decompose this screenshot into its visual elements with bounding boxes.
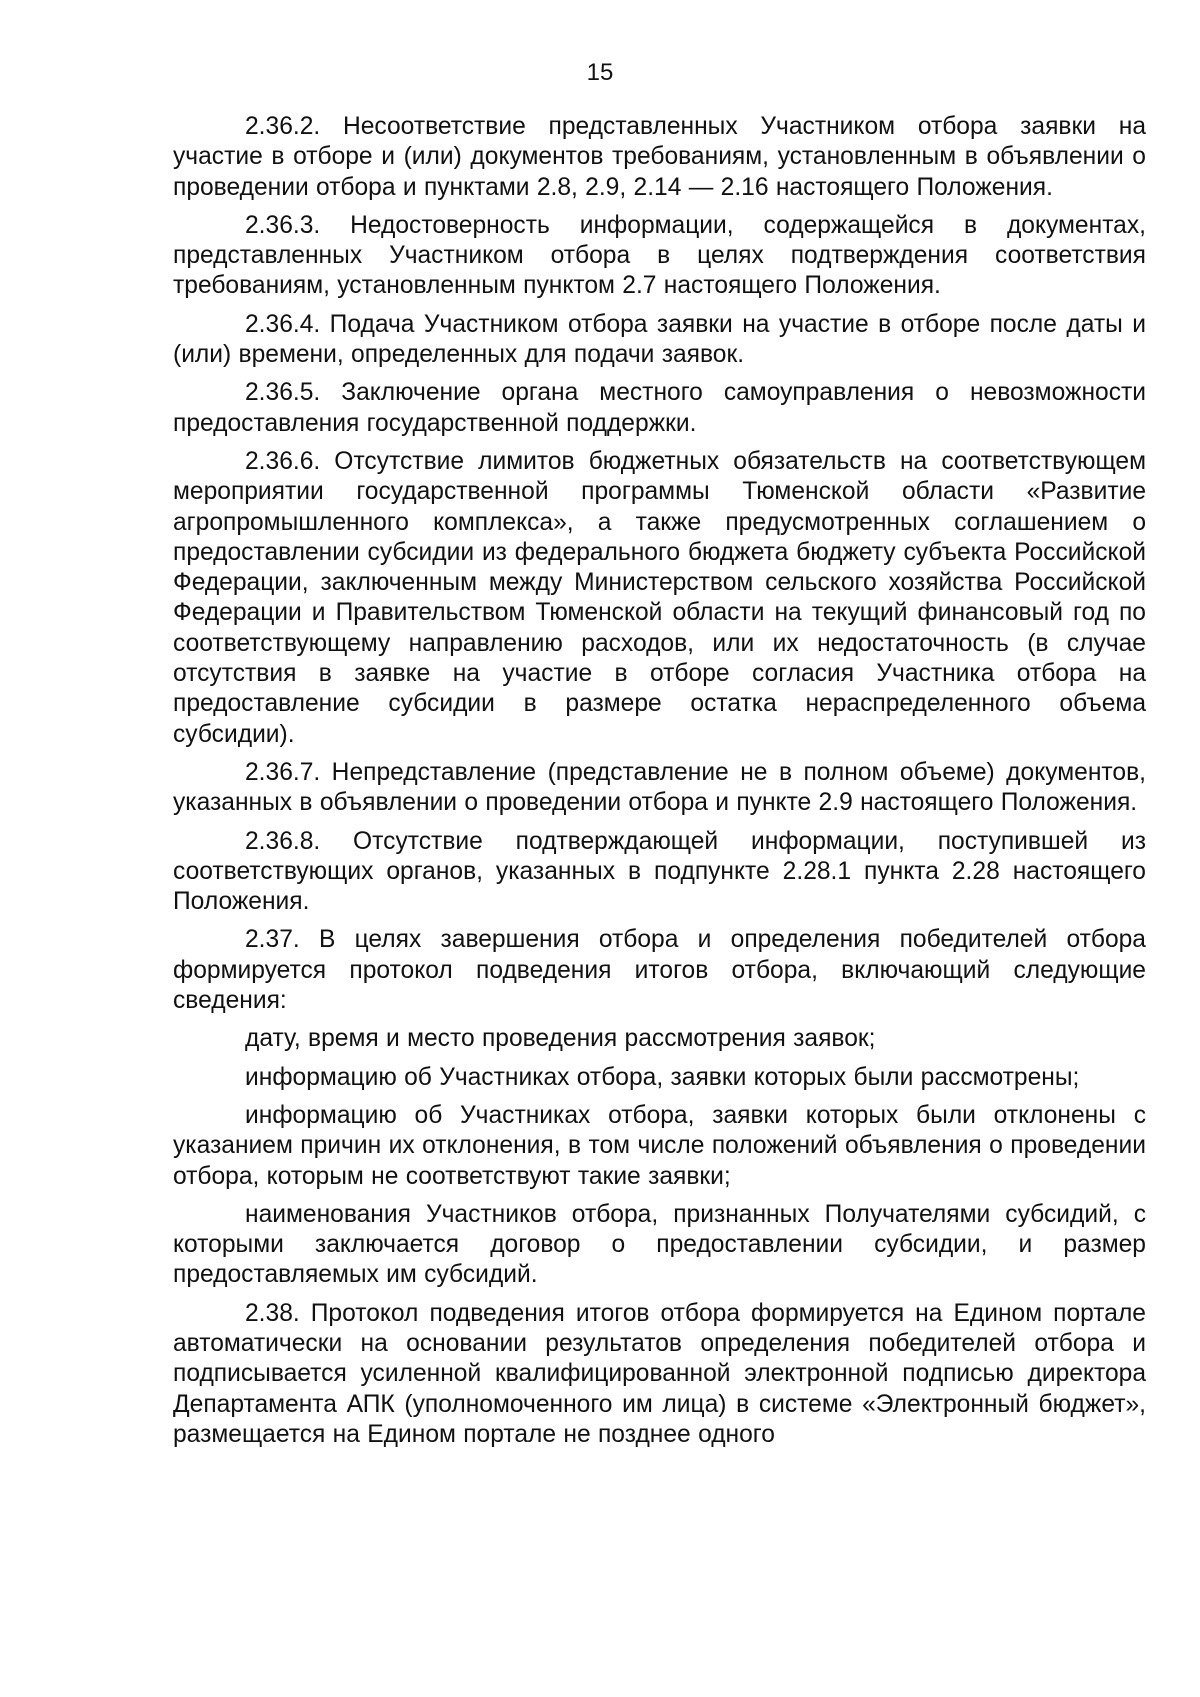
paragraph-2-36-2: 2.36.2. Несоответствие представленных Участником отбора заявки на участие в отборе и (или) документов требованиям, установленным в объявлении о проведении отбора и пунктами 2.8, 2.9, 2.14 — 2.16 настоящего Положения. <box>173 113 1146 201</box>
paragraph-2-36-8: 2.36.8. Отсутствие подтверждающей информации, поступившей из соответствующих органов, указанных в подпункте 2.28.1 пункта 2.28 настоящего Положения. <box>173 827 1146 916</box>
paragraph-2-36-5: 2.36.5. Заключение органа местного самоуправления о невозможности предоставления государственной поддержки. <box>173 379 1146 437</box>
list-item-subsidy-recipients: наименования Участников отбора, признанных Получателями субсидий, с которыми заключается договор о предоставлении субсидии, и размер предоставляемых им субсидий. <box>173 1200 1146 1289</box>
paragraph-2-36-4: 2.36.4. Подача Участником отбора заявки на участие в отборе после даты и (или) времени, определенных для подачи заявок. <box>173 310 1146 369</box>
page-number: 15 <box>586 59 614 86</box>
list-item-reviewed-participants: информацию об Участниках отбора, заявки которых были рассмотрены; <box>245 1063 1080 1091</box>
list-item-review-date: дату, время и место проведения рассмотрения заявок; <box>245 1025 876 1053</box>
paragraph-2-36-6: 2.36.6. Отсутствие лимитов бюджетных обязательств на соответствующем мероприятии государственной программы Тюменской области «Развитие агропромышленного комплекса», а также предусмотренных соглашением о предоставлении субсидии из федерального бюджета бюджету субъекта Российской Федерации, заключенным между Министерством сельского хозяйства Российской Федерации и Правительством Тюменской области на текущий финансовый год по соответствующему направлению расходов, или их недостаточность (в случае отсутствия в заявке на участие в отборе согласия Участника отбора на предоставление субсидии в размере остатка нераспределенного объема субсидии). <box>173 447 1146 748</box>
paragraph-2-37: 2.37. В целях завершения отбора и определения победителей отбора формируется протокол подведения итогов отбора, включающий следующие сведения: <box>173 926 1146 1015</box>
paragraph-2-36-7: 2.36.7. Непредставление (представление не в полном объеме) документов, указанных в объявлении о проведении отбора и пункте 2.9 настоящего Положения. <box>173 758 1146 817</box>
paragraph-2-38: 2.38. Протокол подведения итогов отбора формируется на Едином портале автоматически на основании результатов определения победителей отбора и подписывается усиленной квалифицированной электронной подписью директора Департамента АПК (уполномоченного им лица) в системе «Электронный бюджет», размещается на Едином портале не позднее одного <box>173 1299 1146 1448</box>
list-item-rejected-participants: информацию об Участниках отбора, заявки которых были отклонены с указанием причин их отклонения, в том числе положений объявления о проведении отбора, которым не соответствуют такие заявки; <box>173 1101 1146 1190</box>
document-body <box>173 112 1146 1458</box>
paragraph-2-36-3: 2.36.3. Недостоверность информации, содержащейся в документах, представленных Участником отбора в целях подтверждения соответствия требованиям, установленным пунктом 2.7 настоящего Положения. <box>173 211 1146 300</box>
